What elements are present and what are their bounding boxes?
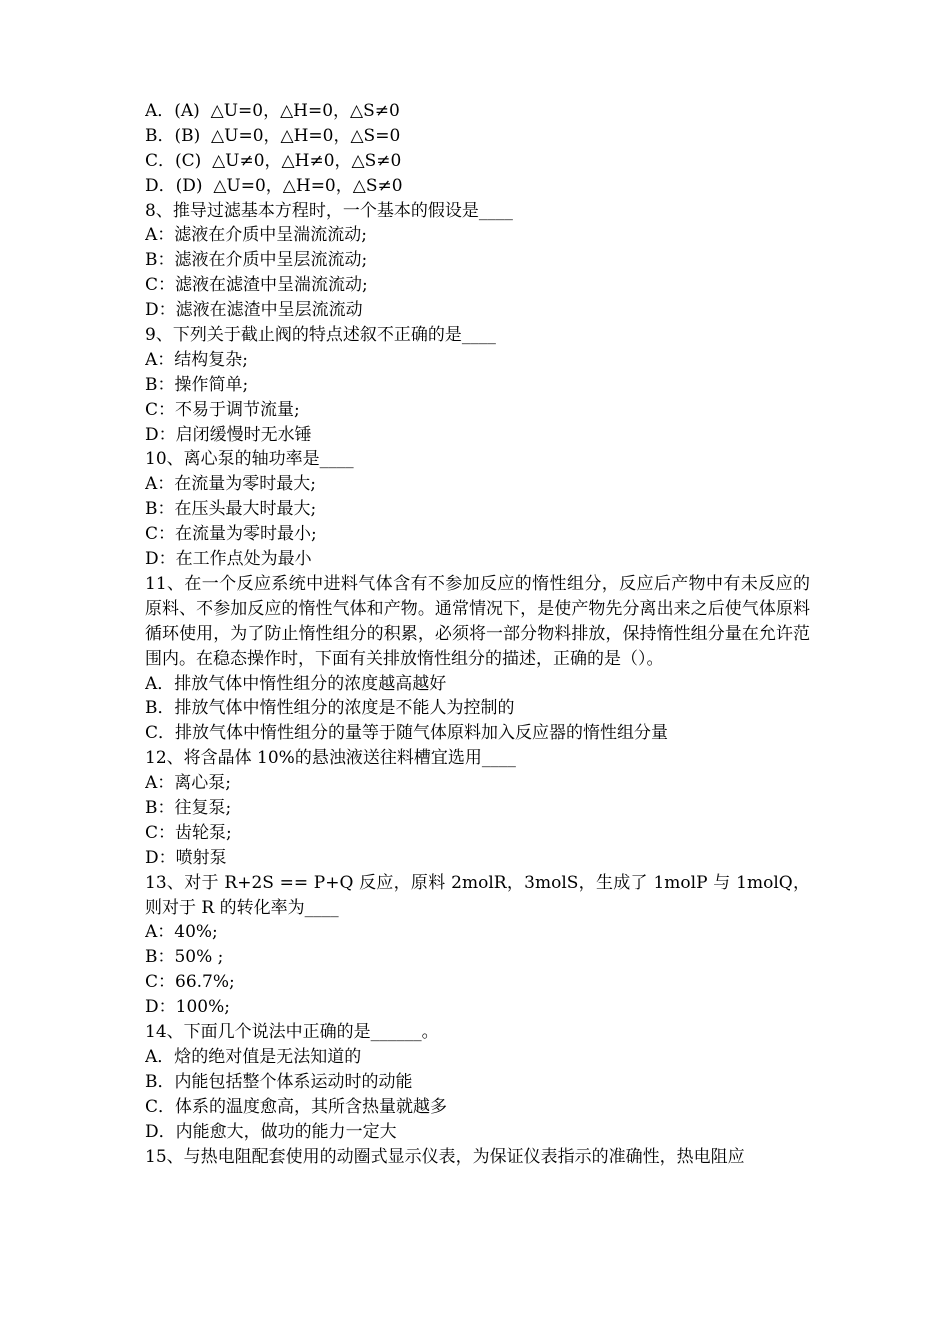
q12-option-d: D：喷射泵 (145, 847, 227, 868)
q9-option-b: B：操作简单; (145, 374, 249, 395)
q14-option-c: C．体系的温度愈高，其所含热量就越多 (145, 1096, 448, 1117)
q11-option-c: C．排放气体中惰性组分的量等于随气体原料加入反应器的惰性组分量 (145, 723, 669, 744)
q12-option-b: B：往复泵; (145, 798, 232, 818)
q12-option-a: A：离心泵; (145, 773, 232, 794)
q7-option-a: A．(A) △U=0，△H=0，△S≠0 (145, 101, 400, 121)
q10-option-b: B：在压头最大时最大; (145, 499, 317, 520)
q9-option-d: D：启闭缓慢时无水锤 (145, 424, 312, 445)
q13-option-d: D：100%; (145, 997, 230, 1018)
q9-option-a: A：结构复杂; (145, 349, 249, 370)
q10-option-c: C：在流量为零时最小; (145, 524, 317, 545)
q11-option-a: A．排放气体中惰性组分的浓度越高越好 (145, 673, 447, 694)
q15-question: 15、与热电阻配套使用的动圈式显示仪表，为保证仪表指示的准确性，热电阻应 (145, 1146, 745, 1167)
q7-option-d: D．(D) △U=0，△H=0，△S≠0 (145, 175, 403, 196)
q13-option-b: B：50% ; (145, 947, 224, 968)
q10-option-a: A：在流量为零时最大; (145, 474, 317, 495)
q10-option-d: D：在工作点处为最小 (145, 549, 312, 570)
q13-option-c: C：66.7%; (145, 972, 235, 993)
q8-option-a: A：滤液在介质中呈湍流流动; (145, 225, 368, 246)
q14-question: 14、下面几个说法中正确的是______。 (145, 1022, 439, 1043)
q10-question: 10、离心泵的轴功率是____ (145, 449, 354, 470)
q8-option-b: B：滤液在介质中呈层流流动; (145, 250, 368, 271)
document-body (145, 99, 810, 1169)
q8-option-c: C：滤液在滤渣中呈湍流流动; (145, 275, 368, 296)
q9-option-c: C：不易于调节流量; (145, 399, 300, 420)
q12-question: 12、将含晶体 10%的悬浊液送往料槽宜选用____ (145, 748, 516, 769)
q12-option-c: C：齿轮泵; (145, 822, 232, 843)
q7-option-b: B．(B) △U=0，△H=0，△S=0 (145, 125, 401, 146)
q14-option-b: B．内能包括整个体系运动时的动能 (145, 1071, 413, 1092)
q13-question: 13、对于 R+2S == P+Q 反应，原料 2molR，3molS，生成了 1molP 与 1molQ，则对于 R 的转化率为____ (145, 872, 810, 918)
q13-option-a: A：40%; (145, 922, 218, 943)
q11-question: 11、在一个反应系统中进料气体含有不参加反应的惰性组分，反应后产物中有未反应的原料、不参加反应的惰性气体和产物。通常情况下，是使产物先分离出来之后使气体原料循环使用，为了防止惰性组分的积累，必须将一部分物料排放，保持惰性组分量在允许范围内。在稳态操作时，下面有关排放惰性组分的描述，正确的是（）。 (145, 573, 810, 669)
q8-option-d: D：滤液在滤渣中呈层流流动 (145, 300, 363, 321)
q8-question: 8、推导过滤基本方程时，一个基本的假设是____ (145, 200, 513, 221)
q14-option-a: A．焓的绝对值是无法知道的 (145, 1046, 362, 1067)
q14-option-d: D．内能愈大，做功的能力一定大 (145, 1121, 397, 1142)
q9-question: 9、下列关于截止阀的特点述叙不正确的是____ (145, 325, 496, 346)
q7-option-c: C．(C) △U≠0，△H≠0，△S≠0 (145, 150, 402, 171)
q11-option-b: B．排放气体中惰性组分的浓度是不能人为控制的 (145, 698, 515, 719)
